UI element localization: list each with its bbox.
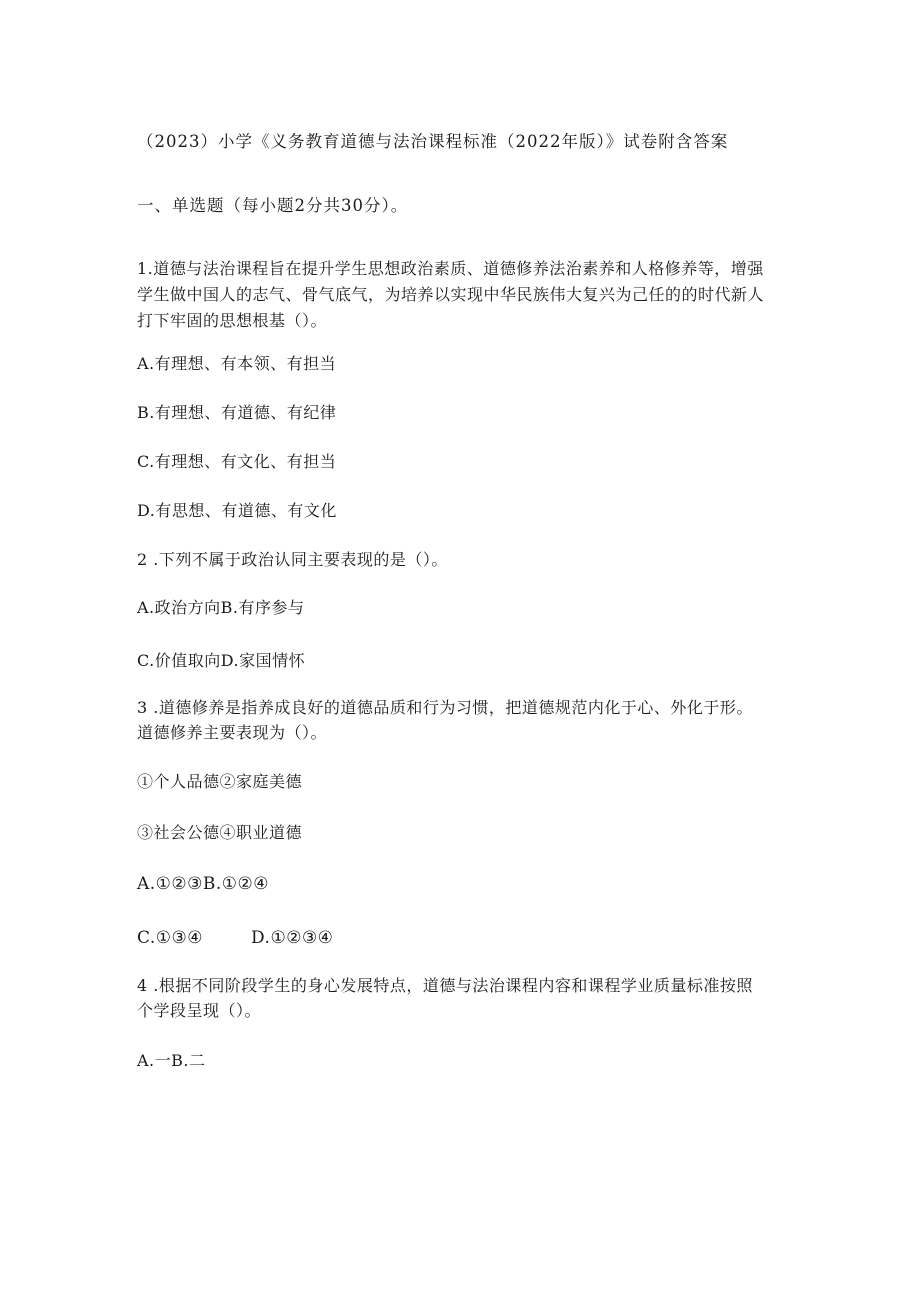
- answer-option: C.①③④: [137, 928, 204, 948]
- question-text-line: 3 .道德修养是指养成良好的道德品质和行为习惯，把道德规范内化于心、外化于形。: [137, 698, 753, 717]
- question-text-line: 1.道德与法治课程旨在提升学生思想政治素质、道德修养法治素养和人格修养等，增强: [137, 259, 764, 278]
- question-text-line: 个学段呈现（）。: [137, 1001, 262, 1020]
- question-text-line: 2 .下列不属于政治认同主要表现的是（）。: [137, 550, 448, 569]
- answer-option: D.①②③④: [251, 928, 334, 948]
- document-title: （2023）小学《义务教育道德与法治课程标准（2022年版）》试卷附含答案: [137, 132, 729, 151]
- answer-option: A.有理想、有本领、有担当: [137, 354, 337, 373]
- answer-option: D.有思想、有道德、有文化: [137, 501, 337, 520]
- question-text-line: 打下牢固的思想根基（）。: [137, 311, 328, 330]
- answer-option: B.有理想、有道德、有纪律: [137, 403, 337, 422]
- answer-option: A.①②③B.①②④: [137, 874, 270, 894]
- statement-item: ①个人品德②家庭美德: [137, 772, 303, 791]
- question-text-line: 学生做中国人的志气、骨气底气，为培养以实现中华民族伟大复兴为己任的的时代新人: [137, 285, 765, 304]
- answer-option: A.一B.二: [137, 1051, 206, 1070]
- answer-option: A.政治方向B.有序参与: [137, 598, 305, 617]
- answer-option: C.有理想、有文化、有担当: [137, 452, 337, 471]
- section-heading: 一、单选题（每小题2分共30分）。: [137, 196, 409, 215]
- statement-item: ③社会公德④职业道德: [137, 823, 303, 842]
- question-text-line: 4 .根据不同阶段学生的身心发展特点，道德与法治课程内容和课程学业质量标准按照: [137, 976, 753, 995]
- answer-option: C.价值取向D.家国情怀: [137, 651, 306, 670]
- answer-option-row: [137, 927, 333, 949]
- question-text-line: 道德修养主要表现为（）。: [137, 723, 328, 742]
